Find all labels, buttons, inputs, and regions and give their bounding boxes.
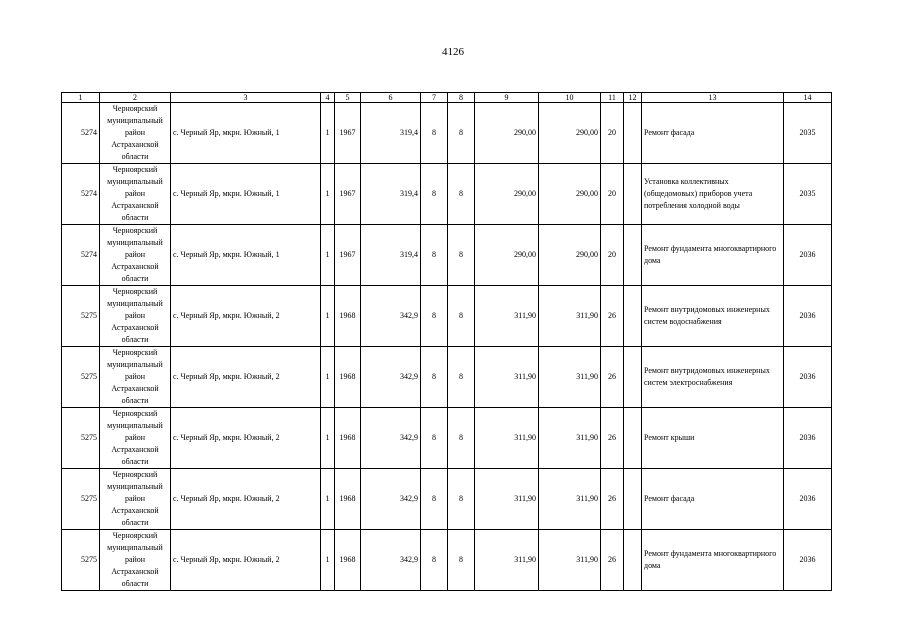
cell-area: 319,4 xyxy=(361,164,421,225)
cell-col-4: 1 xyxy=(321,103,335,164)
cell-address: с. Черный Яр, мкрн. Южный, 1 xyxy=(171,164,321,225)
cell-cost-total: 311,90 xyxy=(539,469,601,530)
cell-house-id: 5275 xyxy=(62,530,100,591)
column-header-12: 12 xyxy=(624,93,642,103)
cell-cost-total: 311,90 xyxy=(539,286,601,347)
cell-col-4: 1 xyxy=(321,286,335,347)
cell-col-11: 20 xyxy=(601,103,624,164)
column-header-1: 1 xyxy=(62,93,100,103)
cell-cost-total: 311,90 xyxy=(539,347,601,408)
cell-col-4: 1 xyxy=(321,225,335,286)
cell-col-11: 26 xyxy=(601,530,624,591)
cell-address: с. Черный Яр, мкрн. Южный, 2 xyxy=(171,286,321,347)
cell-district: Черноярский муниципальный район Астраханской области xyxy=(100,530,171,591)
cell-cost: 290,00 xyxy=(475,103,539,164)
cell-work-type: Ремонт фасада xyxy=(642,469,784,530)
table-row xyxy=(62,530,832,591)
table-body xyxy=(62,103,832,591)
cell-year-built: 1967 xyxy=(335,103,361,164)
cell-house-id: 5275 xyxy=(62,408,100,469)
cell-col-8: 8 xyxy=(448,408,475,469)
cell-year-planned: 2035 xyxy=(784,103,832,164)
cell-cost: 311,90 xyxy=(475,347,539,408)
cell-col-8: 8 xyxy=(448,347,475,408)
cell-cost-total: 290,00 xyxy=(539,225,601,286)
cell-area: 342,9 xyxy=(361,347,421,408)
cell-year-planned: 2036 xyxy=(784,469,832,530)
cell-col-4: 1 xyxy=(321,408,335,469)
cell-col-11: 26 xyxy=(601,286,624,347)
cell-cost-total: 311,90 xyxy=(539,530,601,591)
cell-col-11: 26 xyxy=(601,347,624,408)
cell-col-12 xyxy=(624,530,642,591)
cell-house-id: 5274 xyxy=(62,103,100,164)
cell-work-type: Ремонт фундамента многоквартирного дома xyxy=(642,225,784,286)
page-number: 4126 xyxy=(442,46,464,58)
cell-year-planned: 2036 xyxy=(784,286,832,347)
cell-house-id: 5274 xyxy=(62,225,100,286)
cell-district: Черноярский муниципальный район Астраханской области xyxy=(100,286,171,347)
cell-area: 319,4 xyxy=(361,103,421,164)
cell-district: Черноярский муниципальный район Астраханской области xyxy=(100,225,171,286)
column-header-5: 5 xyxy=(335,93,361,103)
cell-area: 342,9 xyxy=(361,286,421,347)
cell-col-12 xyxy=(624,164,642,225)
cell-district: Черноярский муниципальный район Астраханской области xyxy=(100,103,171,164)
cell-col-7: 8 xyxy=(421,347,448,408)
cell-address: с. Черный Яр, мкрн. Южный, 2 xyxy=(171,408,321,469)
column-header-7: 7 xyxy=(421,93,448,103)
table-row xyxy=(62,286,832,347)
cell-cost-total: 290,00 xyxy=(539,103,601,164)
cell-col-12 xyxy=(624,347,642,408)
cell-col-12 xyxy=(624,469,642,530)
cell-col-8: 8 xyxy=(448,225,475,286)
cell-address: с. Черный Яр, мкрн. Южный, 1 xyxy=(171,103,321,164)
cell-col-7: 8 xyxy=(421,286,448,347)
cell-cost: 290,00 xyxy=(475,225,539,286)
cell-year-built: 1968 xyxy=(335,530,361,591)
cell-col-7: 8 xyxy=(421,530,448,591)
cell-work-type: Ремонт внутридомовых инженерных систем водоснабжения xyxy=(642,286,784,347)
cell-col-4: 1 xyxy=(321,164,335,225)
cell-cost-total: 311,90 xyxy=(539,408,601,469)
cell-cost: 290,00 xyxy=(475,164,539,225)
cell-col-8: 8 xyxy=(448,530,475,591)
table-header xyxy=(62,93,832,103)
column-header-4: 4 xyxy=(321,93,335,103)
cell-col-11: 26 xyxy=(601,469,624,530)
column-header-9: 9 xyxy=(475,93,539,103)
cell-cost: 311,90 xyxy=(475,469,539,530)
cell-district: Черноярский муниципальный район Астраханской области xyxy=(100,469,171,530)
table-row xyxy=(62,408,832,469)
cell-cost: 311,90 xyxy=(475,530,539,591)
cell-col-8: 8 xyxy=(448,469,475,530)
cell-area: 342,9 xyxy=(361,408,421,469)
cell-district: Черноярский муниципальный район Астраханской области xyxy=(100,408,171,469)
cell-year-planned: 2036 xyxy=(784,408,832,469)
cell-address: с. Черный Яр, мкрн. Южный, 2 xyxy=(171,469,321,530)
cell-address: с. Черный Яр, мкрн. Южный, 2 xyxy=(171,347,321,408)
cell-col-7: 8 xyxy=(421,164,448,225)
cell-col-7: 8 xyxy=(421,103,448,164)
cell-col-12 xyxy=(624,225,642,286)
table-row xyxy=(62,103,832,164)
cell-col-4: 1 xyxy=(321,530,335,591)
column-header-3: 3 xyxy=(171,93,321,103)
cell-col-4: 1 xyxy=(321,347,335,408)
cell-work-type: Установка коллективных (общедомовых) приборов учета потребления холодной воды xyxy=(642,164,784,225)
cell-year-built: 1968 xyxy=(335,286,361,347)
table-row xyxy=(62,225,832,286)
cell-district: Черноярский муниципальный район Астраханской области xyxy=(100,164,171,225)
cell-year-planned: 2036 xyxy=(784,225,832,286)
cell-col-7: 8 xyxy=(421,225,448,286)
cell-col-12 xyxy=(624,286,642,347)
cell-house-id: 5275 xyxy=(62,286,100,347)
cell-address: с. Черный Яр, мкрн. Южный, 2 xyxy=(171,530,321,591)
cell-cost-total: 290,00 xyxy=(539,164,601,225)
cell-work-type: Ремонт крыши xyxy=(642,408,784,469)
table-row xyxy=(62,164,832,225)
cell-col-7: 8 xyxy=(421,469,448,530)
cell-col-4: 1 xyxy=(321,469,335,530)
cell-col-11: 26 xyxy=(601,408,624,469)
column-header-6: 6 xyxy=(361,93,421,103)
column-header-11: 11 xyxy=(601,93,624,103)
cell-year-built: 1968 xyxy=(335,469,361,530)
table-row xyxy=(62,469,832,530)
cell-house-id: 5275 xyxy=(62,469,100,530)
cell-area: 342,9 xyxy=(361,530,421,591)
cell-year-planned: 2035 xyxy=(784,164,832,225)
column-header-14: 14 xyxy=(784,93,832,103)
repair-register-table xyxy=(61,92,832,591)
cell-col-11: 20 xyxy=(601,164,624,225)
cell-work-type: Ремонт внутридомовых инженерных систем электроснабжения xyxy=(642,347,784,408)
cell-year-planned: 2036 xyxy=(784,347,832,408)
cell-col-8: 8 xyxy=(448,103,475,164)
cell-col-8: 8 xyxy=(448,164,475,225)
cell-year-built: 1968 xyxy=(335,408,361,469)
cell-area: 342,9 xyxy=(361,469,421,530)
cell-cost: 311,90 xyxy=(475,286,539,347)
column-header-10: 10 xyxy=(539,93,601,103)
cell-year-planned: 2036 xyxy=(784,530,832,591)
cell-col-12 xyxy=(624,408,642,469)
cell-year-built: 1967 xyxy=(335,164,361,225)
cell-work-type: Ремонт фасада xyxy=(642,103,784,164)
cell-col-8: 8 xyxy=(448,286,475,347)
cell-work-type: Ремонт фундамента многоквартирного дома xyxy=(642,530,784,591)
cell-house-id: 5274 xyxy=(62,164,100,225)
cell-year-built: 1968 xyxy=(335,347,361,408)
cell-year-built: 1967 xyxy=(335,225,361,286)
cell-col-7: 8 xyxy=(421,408,448,469)
cell-address: с. Черный Яр, мкрн. Южный, 1 xyxy=(171,225,321,286)
cell-district: Черноярский муниципальный район Астраханской области xyxy=(100,347,171,408)
cell-col-11: 20 xyxy=(601,225,624,286)
cell-cost: 311,90 xyxy=(475,408,539,469)
column-header-13: 13 xyxy=(642,93,784,103)
header-row xyxy=(62,93,832,103)
table-row xyxy=(62,347,832,408)
cell-area: 319,4 xyxy=(361,225,421,286)
column-header-8: 8 xyxy=(448,93,475,103)
cell-house-id: 5275 xyxy=(62,347,100,408)
cell-col-12 xyxy=(624,103,642,164)
column-header-2: 2 xyxy=(100,93,171,103)
